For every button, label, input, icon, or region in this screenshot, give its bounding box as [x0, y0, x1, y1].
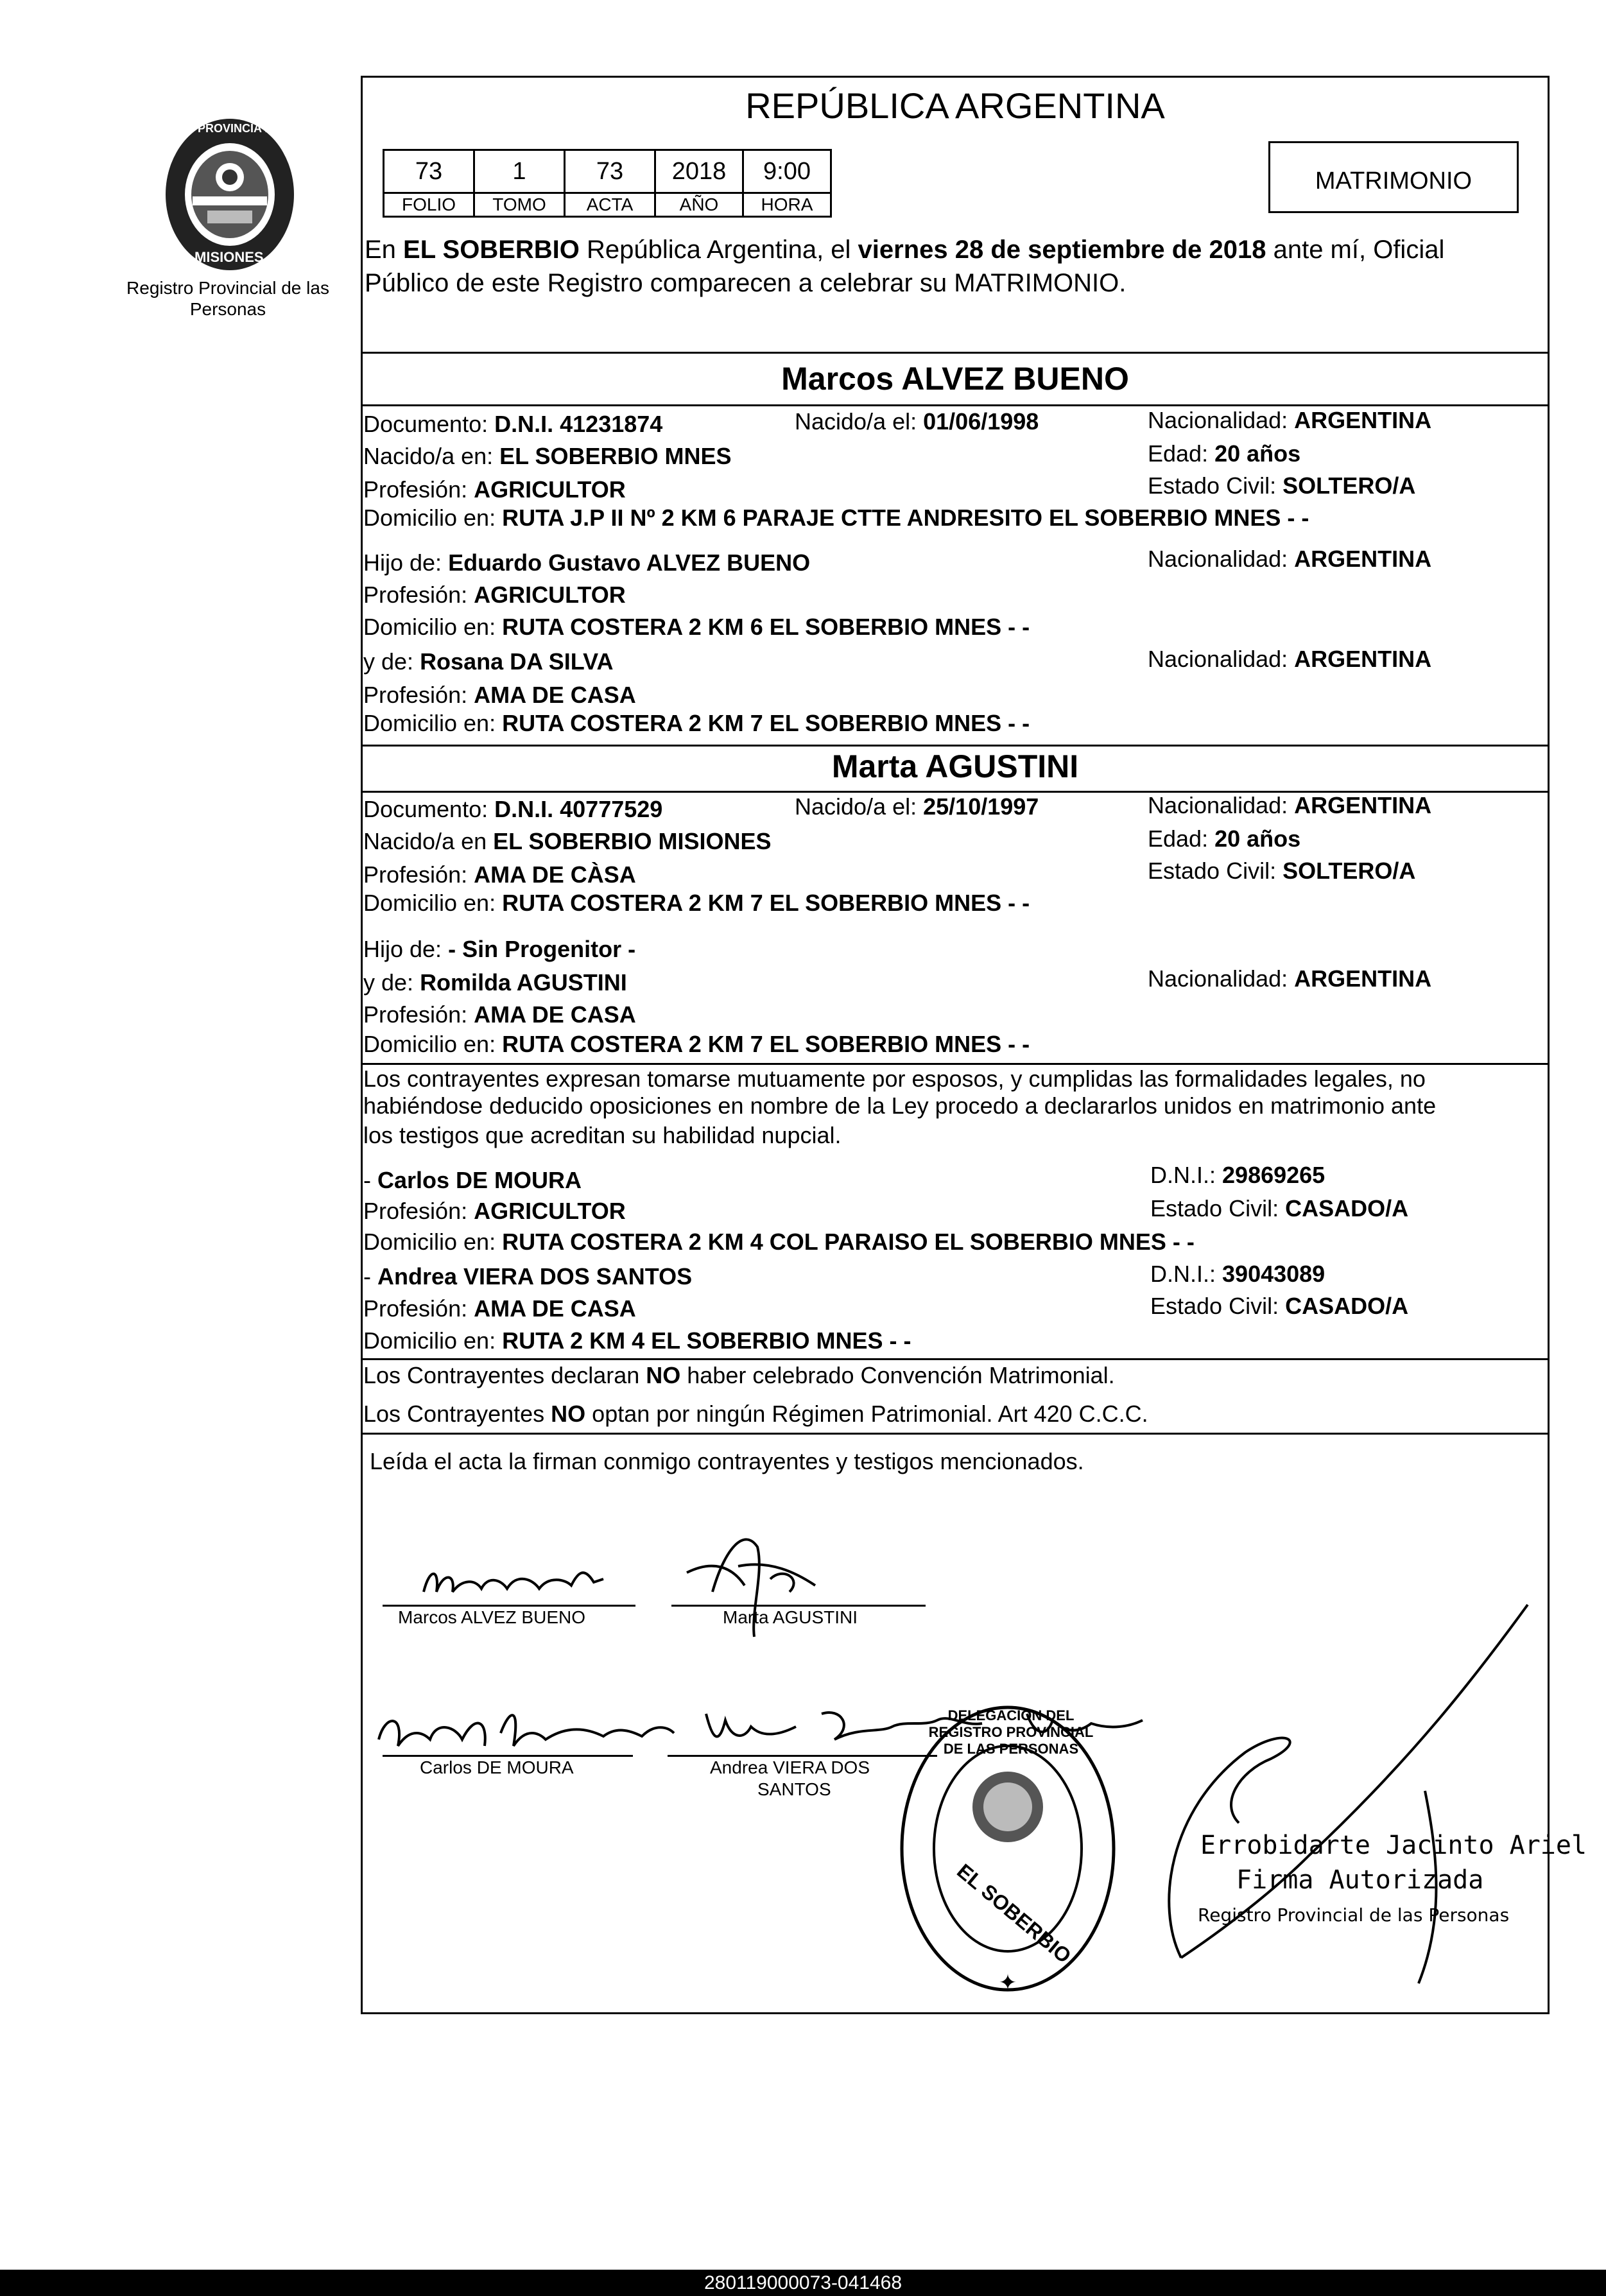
spouse1-doc: Documento: D.N.I. 41231874: [363, 411, 663, 437]
divider: [361, 352, 1550, 354]
spouse2-nationality: Nacionalidad: ARGENTINA: [1148, 792, 1432, 818]
spouse1-address: Domicilio en: RUTA J.P II Nº 2 KM 6 PARAJE CTTE ANDRESITO EL SOBERBIO MNES - -: [363, 505, 1309, 531]
registry-name: Registro Provincial de las Personas: [126, 278, 329, 319]
folio-value: 73: [384, 150, 474, 193]
convention-line-1: Los Contrayentes declaran NO haber celebrado Convención Matrimonial.: [363, 1362, 1115, 1388]
official-title: Firma Autorizada: [1236, 1865, 1484, 1895]
tomo-value: 1: [474, 150, 565, 193]
witness2-name: - Andrea VIERA DOS SANTOS: [363, 1263, 693, 1290]
declaration-line-1: Los contrayentes expresan tomarse mutuamente por esposos, y cumplidas las formalidades legales, no: [363, 1066, 1426, 1092]
witness1-name: - Carlos DE MOURA: [363, 1167, 582, 1193]
divider: [361, 404, 1550, 406]
act-type-label: MATRIMONIO: [1315, 168, 1472, 194]
divider: [361, 1358, 1550, 1360]
spouse1-father-nationality: Nacionalidad: ARGENTINA: [1148, 546, 1432, 572]
spouse2-mother-address: Domicilio en: RUTA COSTERA 2 KM 7 EL SOBERBIO MNES - -: [363, 1031, 1030, 1057]
signature-line: [671, 1605, 926, 1607]
spouse1-father-profession: Profesión: AGRICULTOR: [363, 582, 626, 608]
spouse1-father: Hijo de: Eduardo Gustavo ALVEZ BUENO: [363, 549, 811, 576]
spouse2-name: Marta AGUSTINI: [831, 748, 1079, 784]
spouse1-born-on: Nacido/a el: 01/06/1998: [795, 408, 1039, 435]
country-title: REPÚBLICA ARGENTINA: [745, 85, 1165, 126]
stamp-ring-text: DELEGACION DEL REGISTRO PROVINCIAL DE LAS PERSONAS: [928, 1707, 1094, 1757]
province-seal: [146, 114, 313, 278]
footer-barcode-text: 280119000073-041468: [0, 2270, 1606, 2296]
folio-label: FOLIO: [384, 193, 474, 217]
intro-line-1: En EL SOBERBIO República Argentina, el viernes 28 de septiembre de 2018 ante mí, Oficial: [365, 236, 1445, 264]
spouse1-mother: y de: Rosana DA SILVA: [363, 648, 614, 675]
spouse1-civil: Estado Civil: SOLTERO/A: [1148, 472, 1416, 499]
official-name: Errobidarte Jacinto Ariel: [1200, 1831, 1587, 1860]
spouse2-mother-nationality: Nacionalidad: ARGENTINA: [1148, 965, 1432, 992]
witness2-address: Domicilio en: RUTA 2 KM 4 EL SOBERBIO MNES - -: [363, 1327, 911, 1354]
spouse2-father: Hijo de: - Sin Progenitor -: [363, 936, 636, 962]
witness2-profession: Profesión: AMA DE CASA: [363, 1295, 636, 1322]
signature-label-andrea-1: Andrea VIERA DOS: [710, 1757, 870, 1777]
divider: [361, 1063, 1550, 1065]
signature-marcos: [411, 1553, 629, 1611]
act-info-table: [383, 149, 832, 218]
signature-official: [1143, 1598, 1541, 2003]
spouse1-father-address: Domicilio en: RUTA COSTERA 2 KM 6 EL SOBERBIO MNES - -: [363, 614, 1030, 640]
spouse1-mother-profession: Profesión: AMA DE CASA: [363, 682, 636, 708]
spouse2-address: Domicilio en: RUTA COSTERA 2 KM 7 EL SOBERBIO MNES - -: [363, 890, 1030, 916]
tomo-label: TOMO: [474, 193, 565, 217]
signature-label-marcos: Marcos ALVEZ BUENO: [398, 1607, 586, 1627]
anio-label: AÑO: [655, 193, 743, 217]
spouse2-age: Edad: 20 años: [1148, 825, 1301, 852]
hora-label: HORA: [743, 193, 831, 217]
signature-label-carlos: Carlos DE MOURA: [420, 1757, 574, 1777]
witness1-profession: Profesión: AGRICULTOR: [363, 1198, 626, 1224]
declaration-line-3: los testigos que acreditan su habilidad nupcial.: [363, 1122, 842, 1148]
divider: [361, 1433, 1550, 1435]
witness2-civil: Estado Civil: CASADO/A: [1150, 1293, 1409, 1319]
witness1-civil: Estado Civil: CASADO/A: [1150, 1195, 1409, 1221]
intro-line-2: Público de este Registro comparecen a celebrar su MATRIMONIO.: [365, 269, 1127, 297]
spouse2-mother: y de: Romilda AGUSTINI: [363, 969, 627, 996]
signature-line: [383, 1605, 635, 1607]
closing-text: Leída el acta la firman conmigo contrayentes y testigos mencionados.: [370, 1448, 1084, 1474]
hora-value: 9:00: [743, 150, 831, 193]
declaration-line-2: habiéndose deducido oposiciones en nombre de la Ley procedo a declararlos unidos en matrimonio ante: [363, 1092, 1437, 1119]
divider: [361, 745, 1550, 747]
spouse2-civil: Estado Civil: SOLTERO/A: [1148, 858, 1416, 884]
seal-text-bottom: MISIONES: [194, 249, 264, 265]
act-type-box: [1268, 141, 1519, 213]
witness1-dni: D.N.I.: 29869265: [1150, 1162, 1325, 1188]
spouse1-profession: Profesión: AGRICULTOR: [363, 476, 626, 503]
convention-line-2: Los Contrayentes NO optan por ningún Régimen Patrimonial. Art 420 C.C.C.: [363, 1401, 1148, 1427]
signature-label-andrea-2: SANTOS: [757, 1779, 831, 1799]
witness2-dni: D.N.I.: 39043089: [1150, 1261, 1325, 1287]
spouse1-name: Marcos ALVEZ BUENO: [781, 361, 1129, 397]
spouse2-born-in: Nacido/a en EL SOBERBIO MISIONES: [363, 828, 772, 854]
stamp-place: EL SOBERBIO: [953, 1859, 1076, 1968]
spouse2-born-on: Nacido/a el: 25/10/1997: [795, 793, 1039, 820]
spouse1-nationality: Nacionalidad: ARGENTINA: [1148, 407, 1432, 433]
signature-marta: [674, 1521, 847, 1650]
svg-text:✦: ✦: [998, 1970, 1017, 1996]
spouse1-born-in: Nacido/a en: EL SOBERBIO MNES: [363, 443, 732, 469]
signature-label-marta: Marta AGUSTINI: [723, 1607, 858, 1627]
spouse2-mother-profession: Profesión: AMA DE CASA: [363, 1001, 636, 1028]
seal-text-top: PROVINCIA DE: [198, 122, 281, 135]
spouse2-profession: Profesión: AMA DE CÀSA: [363, 861, 636, 888]
witness1-address: Domicilio en: RUTA COSTERA 2 KM 4 COL PARAISO EL SOBERBIO MNES - -: [363, 1229, 1195, 1255]
spouse1-mother-address: Domicilio en: RUTA COSTERA 2 KM 7 EL SOBERBIO MNES - -: [363, 710, 1030, 736]
spouse1-age: Edad: 20 años: [1148, 440, 1301, 467]
spouse2-doc: Documento: D.N.I. 40777529: [363, 796, 663, 822]
spouse1-mother-nationality: Nacionalidad: ARGENTINA: [1148, 646, 1432, 672]
official-org: Registro Provincial de las Personas: [1198, 1904, 1510, 1926]
signature-line: [383, 1755, 633, 1757]
acta-label: ACTA: [565, 193, 655, 217]
acta-value: 73: [565, 150, 655, 193]
anio-value: 2018: [655, 150, 743, 193]
